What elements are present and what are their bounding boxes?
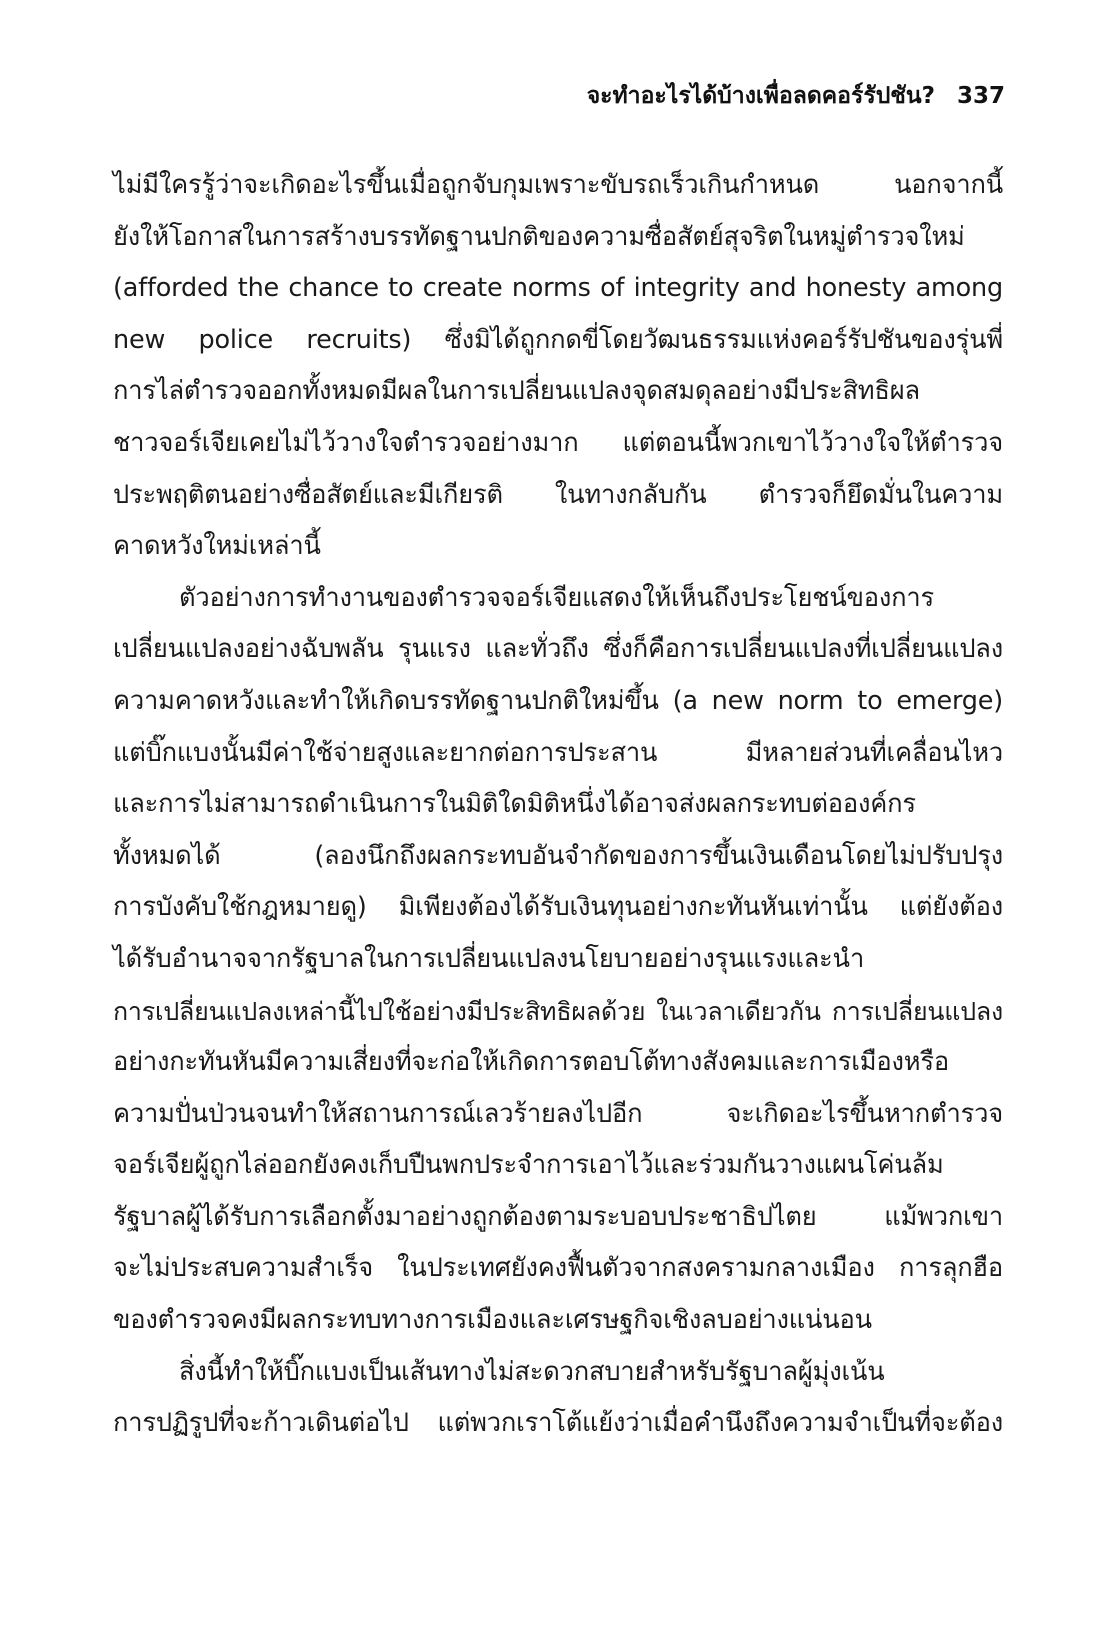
text-line: เปลี่ยนแปลงอย่างฉับพลัน รุนแรง และทั่วถึง ซึ่งก็คือการเปลี่ยนแปลงที่เปลี่ยนแปลง	[113, 634, 1003, 665]
text-line: คาดหวังใหม่เหล่านี้	[113, 531, 321, 562]
text-line: ของตำรวจคงมีผลกระทบทางการเมืองและเศรษฐกิจเชิงลบอย่างแน่นอน	[113, 1305, 872, 1336]
text-line: ไม่มีใครรู้ว่าจะเกิดอะไรขึ้นเมื่อถูกจับกุมเพราะขับรถเร็วเกินกำหนด นอกจากนี้	[113, 170, 1003, 200]
paragraph-first-line: ตัวอย่างการทำงานของตำรวจจอร์เจียแสดงให้เห็นถึงประโยชน์ของการ	[179, 582, 935, 613]
chapter-title: จะทำอะไรได้บ้างเพื่อลดคอร์รัปชัน?	[586, 83, 935, 109]
text-line: ความปั่นป่วนจนทำให้สถานการณ์เลวร้ายลงไปอีก จะเกิดอะไรขึ้นหากตำรวจ	[113, 1098, 1003, 1129]
text-line: การไล่ตำรวจออกทั้งหมดมีผลในการเปลี่ยนแปลงจุดสมดุลอย่างมีประสิทธิผล	[113, 376, 920, 407]
page-number: 337	[956, 83, 1005, 109]
text-line: การเปลี่ยนแปลงเหล่านี้ไปใช้อย่างมีประสิทธิผลด้วย ในเวลาเดียวกัน การเปลี่ยนแปลง	[113, 996, 1003, 1026]
text-line: new police recruits) ซึ่งมิได้ถูกกดขี่โดยวัฒนธรรมแห่งคอร์รัปชันของรุ่นพี่	[113, 324, 1003, 355]
text-line: รัฐบาลผู้ได้รับการเลือกตั้งมาอย่างถูกต้องตามระบอบประชาธิปไตย แม้พวกเขา	[113, 1201, 1003, 1232]
text-line: ได้รับอำนาจจากรัฐบาลในการเปลี่ยนแปลงนโยบายอย่างรุนแรงและนำ	[113, 943, 865, 974]
text-line: จอร์เจียผู้ถูกไล่ออกยังคงเก็บปืนพกประจำการเอาไว้และร่วมกันวางแผนโค่นล้ม	[113, 1150, 944, 1181]
text-line: ชาวจอร์เจียเคยไม่ไว้วางใจตำรวจอย่างมาก แต่ตอนนี้พวกเขาไว้วางใจให้ตำรวจ	[113, 427, 1003, 458]
text-line: การบังคับใช้กฎหมายดู) มิเพียงต้องได้รับเงินทุนอย่างกะทันหันเท่านั้น แต่ยังต้อง	[113, 892, 1003, 923]
text-line: ทั้งหมดได้ (ลองนึกถึงผลกระทบอันจำกัดของการขึ้นเงินเดือนโดยไม่ปรับปรุง	[113, 840, 1003, 871]
text-line: การปฏิรูปที่จะก้าวเดินต่อไป แต่พวกเราโต้แย้งว่าเมื่อคำนึงถึงความจำเป็นที่จะต้อง	[113, 1408, 1003, 1439]
text-line: ยังให้โอกาสในการสร้างบรรทัดฐานปกติของความซื่อสัตย์สุจริตในหมู่ตำรวจใหม่	[113, 221, 965, 252]
running-header	[587, 78, 1005, 114]
body-text	[113, 160, 1003, 1450]
text-line: ประพฤติตนอย่างซื่อสัตย์และมีเกียรติ ในทางกลับกัน ตำรวจก็ยึดมั่นในความ	[113, 479, 1003, 510]
paragraph-first-line: สิ่งนี้ทำให้บิ๊กแบงเป็นเส้นทางไม่สะดวกสบายสำหรับรัฐบาลผู้มุ่งเน้น	[179, 1356, 885, 1387]
text-line: (afforded the chance to create norms of integrity and honesty among	[113, 273, 1003, 304]
text-line: แต่บิ๊กแบงนั้นมีค่าใช้จ่ายสูงและยากต่อการประสาน มีหลายส่วนที่เคลื่อนไหว	[113, 737, 1003, 768]
text-line: และการไม่สามารถดำเนินการในมิติใดมิติหนึ่งได้อาจส่งผลกระทบต่อองค์กร	[113, 789, 916, 820]
text-line: อย่างกะทันหันมีความเสี่ยงที่จะก่อให้เกิดการตอบโต้ทางสังคมและการเมืองหรือ	[113, 1047, 949, 1078]
text-line: ความคาดหวังและทำให้เกิดบรรทัดฐานปกติใหม่ขึ้น (a new norm to emerge)	[113, 685, 1003, 716]
text-line: จะไม่ประสบความสำเร็จ ในประเทศยังคงฟื้นตัวจากสงครามกลางเมือง การลุกฮือ	[113, 1253, 1003, 1284]
